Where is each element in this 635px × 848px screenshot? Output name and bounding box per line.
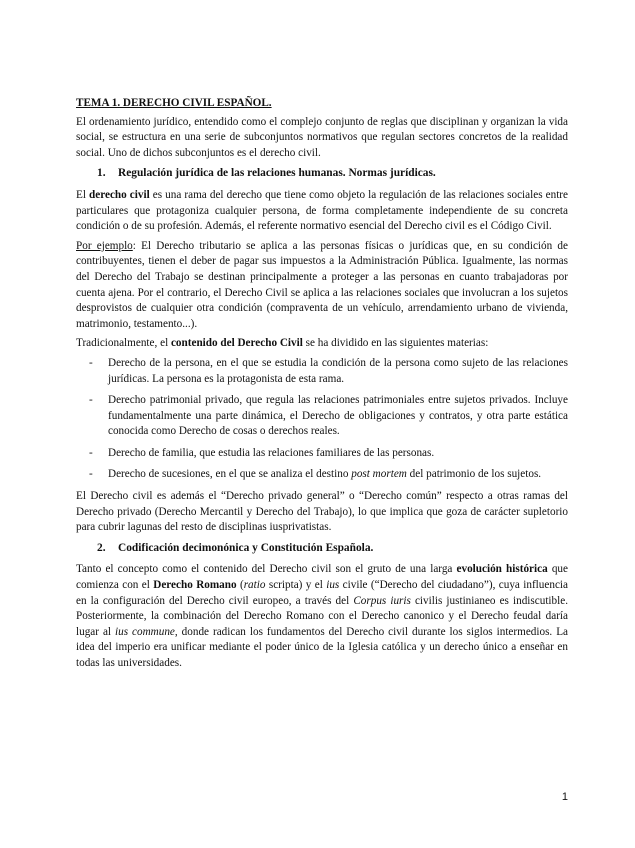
- section-1-heading: [97, 166, 568, 182]
- dash-bullet: -: [89, 356, 93, 369]
- section-1-number: 1.: [97, 167, 106, 180]
- section-2-number: 2.: [97, 541, 106, 554]
- paragraph-historical-evolution: [76, 562, 568, 671]
- dash-bullet: -: [89, 468, 93, 481]
- list-item: [76, 393, 568, 440]
- page-title: TEMA 1. DERECHO CIVIL ESPAÑOL.: [76, 97, 272, 109]
- list-item-text: Derecho de la persona, en el que se estudia la condición de la persona como sujeto de las relaciones jurídicas. La persona es la protagonista de esta rama.: [108, 356, 568, 385]
- paragraph-civil-law-definition: [76, 188, 568, 235]
- dash-bullet: -: [89, 394, 93, 407]
- italic-term: ratio: [243, 579, 266, 592]
- intro-paragraph: El ordenamiento jurídico, entendido como el complejo conjunto de reglas que disciplinan y organizan la vida social, se estructura en una serie de subconjuntos normativos que regulan sectores concretos de la realidad social. Uno de dichos subconjuntos es el derecho civil.: [76, 115, 568, 159]
- content-list: [76, 356, 568, 483]
- paragraph-content-intro: [76, 336, 568, 352]
- italic-term: ius: [326, 579, 340, 592]
- text-run: , donde radican los fundamentos del Derecho civil durante los siglos intermedios. La idea del imperio era unificar mediante el poder único de la Iglesia católica y un derecho único a enseñar en todas las universidades.: [76, 625, 568, 669]
- bold-term: Derecho Romano: [153, 579, 237, 592]
- italic-term: Corpus iuris: [353, 594, 411, 607]
- example-label: Por ejemplo: [76, 239, 133, 252]
- section-1-title: Regulación jurídica de las relaciones humanas. Normas jurídicas.: [118, 167, 436, 180]
- list-item: [76, 446, 568, 462]
- text-run: : El Derecho tributario se aplica a las personas físicas o jurídicas que, en su condición de contribuyentes, tienen el deber de pagar sus impuestos a la Administración Pública. Igualmente, las normas del Derecho del Trabajo se destinan principalmente a proteger a las personas en cuanto trabajadoras por cuenta ajena. Por el contrario, el Derecho Civil se aplica a las relaciones sociales que involucran a los sujetos desprovistos de cualquier otra condición (compraventa de un vehículo, arrendamiento urbano de vivienda, matrimonio, testamento...).: [76, 239, 568, 330]
- text-run: civile (“Derecho del ciudadano”), cuya influencia en la configuración del Derecho civil europeo, a través del: [76, 579, 568, 607]
- section-2-title: Codificación decimonónica y Constitución Española.: [118, 541, 374, 554]
- italic-term: ius commune: [115, 625, 175, 638]
- text-run: se ha dividido en las siguientes materias:: [302, 337, 489, 350]
- bold-term: contenido del Derecho Civil: [170, 337, 303, 350]
- paragraph-example: [76, 239, 568, 333]
- text-run: que comienza con el: [76, 563, 568, 592]
- list-item-text: Derecho patrimonial privado, que regula las relaciones patrimoniales entre sujetos privados. Incluye fundamentalmente una parte dinámica, el Derecho de obligaciones y contratos, y otra parte estática conocida como Derecho de cosas o derechos reales.: [108, 394, 568, 438]
- text-run: es una rama del derecho que tiene como objeto la regulación de las relaciones sociales entre particulares que protagoniza cualquier persona, de forma completamente independiente de su concreta condición o de su profesión. Además, el referente normativo esencial del Derecho civil es el Código Civil.: [76, 188, 568, 233]
- text-run: del patrimonio de los sujetos.: [406, 468, 542, 481]
- page-number: 1: [561, 791, 568, 803]
- text-run: (: [236, 579, 244, 592]
- text-run: Tanto el concepto como el contenido del Derecho civil son el gruto de una larga: [76, 563, 457, 576]
- italic-term: post mortem: [351, 468, 407, 481]
- bold-term: derecho civil: [89, 188, 150, 201]
- list-item-text: Derecho de familia, que estudia las relaciones familiares de las personas.: [108, 446, 435, 459]
- list-item-text: [108, 467, 568, 483]
- dash-bullet: -: [89, 446, 93, 459]
- paragraph-general-private-law: El Derecho civil es además el “Derecho privado general” o “Derecho común” respecto a otras ramas del Derecho privado (Derecho Mercantil y Derecho del Trabajo), lo que implica que goza de carácter supletorio para cubrir lagunas del resto de disciplinas iusprivatistas.: [76, 490, 568, 534]
- list-item: [76, 467, 568, 483]
- text-run: civilis justinianeo es indiscutible. Posteriormente, la combinación del Derecho Romano con el Derecho canonico y el Derecho feudal daría lugar al: [76, 594, 569, 638]
- text-run: Derecho de sucesiones, en el que se analiza el destino: [108, 468, 352, 481]
- bold-term: evolución histórica: [456, 563, 548, 576]
- text-run: Tradicionalmente, el: [76, 337, 171, 350]
- section-2-heading: [97, 541, 568, 557]
- text-run: El: [76, 188, 90, 201]
- text-run: scripta) y el: [265, 579, 327, 592]
- list-item: [76, 356, 568, 387]
